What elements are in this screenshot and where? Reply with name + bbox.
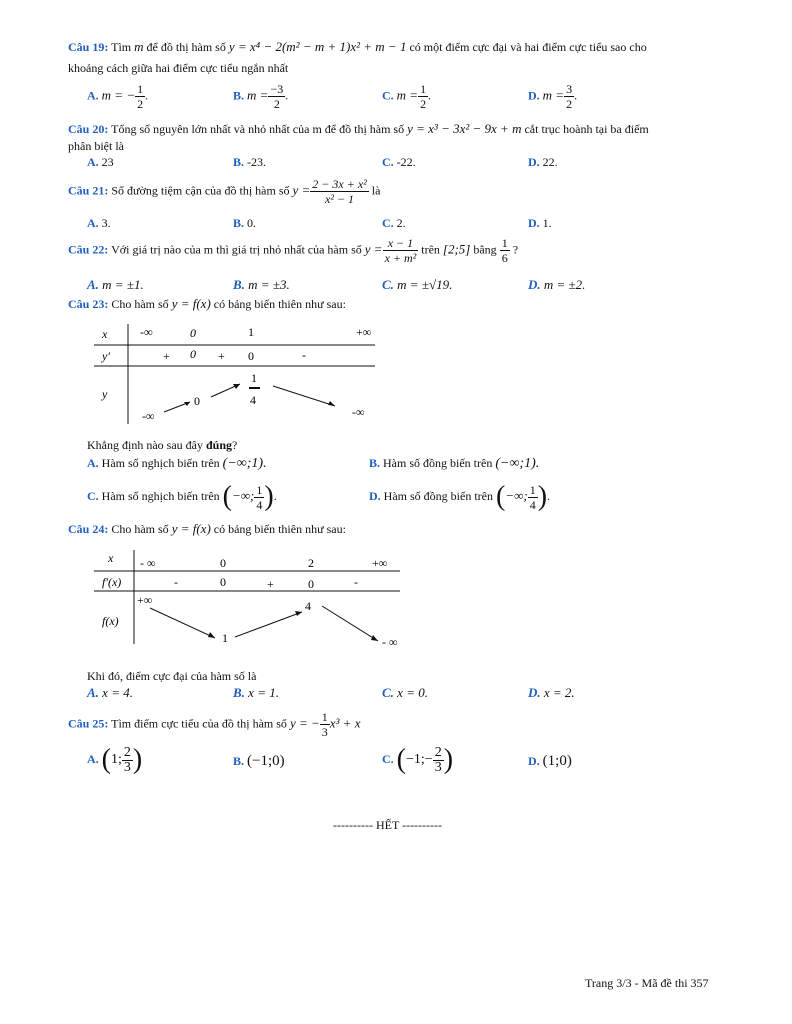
q24-question: Khi đó, điểm cực đại của hàm số là — [87, 669, 257, 683]
q20-line2: phân biệt là — [68, 139, 124, 153]
svg-text:- ∞: - ∞ — [382, 635, 398, 649]
svg-text:-: - — [354, 575, 358, 589]
q24-option-d[interactable]: D. x = 2. — [528, 685, 575, 700]
q24-f-label: f(x) — [102, 614, 119, 628]
q22-option-a[interactable]: A. m = ±1. — [87, 277, 144, 292]
q19-option-b[interactable]: B. m = $\frac{-3}{2}$ . — [233, 82, 289, 111]
svg-text:1: 1 — [248, 325, 254, 339]
svg-text:-: - — [302, 348, 306, 362]
q21-label: Câu 21: — [68, 183, 109, 198]
q23-option-d[interactable]: D. Hàm số đồng biến trên (−∞; $\frac{1}{4}$ ). — [369, 481, 551, 512]
q20-option-c[interactable]: C. -22. — [382, 155, 416, 169]
q23-line1: Câu 23: Cho hàm số y = f(x) có bảng biến thiên như sau: — [68, 296, 346, 311]
svg-text:-: - — [174, 575, 178, 589]
q24-label: Câu 24: — [68, 522, 109, 536]
svg-text:- ∞: - ∞ — [140, 556, 156, 570]
q22-line1: Câu 22: Với giá trị nào của m thì giá trị nhỏ nhất của hàm số y = $\frac{x - 1}{\text{x + m²}}$ trên [2;5] bằng $\frac{1}{6}$ ? — [68, 236, 519, 265]
q19-label: Câu 19: — [68, 40, 109, 54]
page-footer: Trang 3/3 - Mã đề thi 357 — [585, 976, 709, 990]
svg-text:+: + — [267, 577, 274, 591]
q20-option-a[interactable]: A. 23 — [87, 155, 114, 169]
svg-text:1: 1 — [251, 371, 257, 385]
svg-text:+: + — [218, 349, 225, 363]
q23-x-label: x — [102, 327, 108, 341]
q19-var-m: m — [134, 39, 144, 54]
q20-formula: y = x³ − 3x² − 9x + m — [407, 121, 522, 136]
q20-option-d[interactable]: D. 22. — [528, 155, 558, 169]
svg-text:1: 1 — [222, 631, 228, 645]
q23-option-b[interactable]: B. Hàm số đồng biến trên (−∞;1). — [369, 456, 540, 471]
q19-line2: khoảng cách giữa hai điểm cực tiểu ngắn nhất — [68, 61, 289, 75]
q24-table-svg — [90, 548, 410, 658]
q25-label: Câu 25: — [68, 716, 109, 731]
q23-yp-label: y′ — [102, 349, 110, 363]
svg-text:-∞: -∞ — [142, 409, 155, 423]
q22-option-c[interactable]: C. m = ±√19. — [382, 277, 453, 292]
svg-text:0: 0 — [308, 577, 314, 591]
svg-text:+∞: +∞ — [356, 325, 372, 339]
q19-option-a[interactable]: A. m = − $\frac{1}{2}$ . — [87, 82, 149, 111]
q20-label: Câu 20: — [68, 122, 109, 136]
q19-option-d[interactable]: D. m = $\frac{3}{2}$ . — [528, 82, 578, 111]
q24-option-b[interactable]: B. x = 1. — [233, 685, 279, 700]
q22-label: Câu 22: — [68, 242, 109, 257]
q20-option-b[interactable]: B. -23. — [233, 155, 267, 169]
q21-option-d[interactable]: D. 1. — [528, 216, 552, 230]
q25-line1: Câu 25: Tìm điểm cực tiểu của đồ thị hàm số y = − $\frac{1}{3}$ x³ + x — [68, 710, 361, 739]
q21-line1: Câu 21: Số đường tiệm cận của đồ thị hàm số y = $\frac{\text{2 − 3x + x²}}{\text{x² − 1}}$ là — [68, 177, 381, 206]
q19-text-c: để đồ thị hàm số — [146, 40, 226, 54]
q23-variation-table — [90, 320, 390, 430]
q21-option-a[interactable]: A. 3. — [87, 216, 111, 230]
q21-option-b[interactable]: B. 0. — [233, 216, 257, 230]
q23-label: Câu 23: — [68, 297, 109, 311]
svg-text:0: 0 — [220, 556, 226, 570]
q22-fraction: $\frac{x - 1}{\text{x + m²}}$ — [384, 236, 417, 265]
svg-text:+: + — [163, 349, 170, 363]
svg-text:-∞: -∞ — [352, 405, 365, 419]
q24-variation-table — [90, 548, 410, 658]
q19-option-c[interactable]: C. m = $\frac{1}{2}$ . — [382, 82, 432, 111]
q19-formula: y = x⁴ − 2(m² − m + 1)x² + m − 1 — [228, 39, 407, 54]
q23-question: Khẳng định nào sau đây đúng? — [87, 438, 238, 452]
q23-option-a[interactable]: A. Hàm số nghịch biến trên (−∞;1). — [87, 456, 267, 471]
q21-option-c[interactable]: C. 2. — [382, 216, 406, 230]
end-mark: ---------- HẾT ---------- — [333, 818, 443, 832]
q21-fraction: $\frac{\text{2 − 3x + x²}}{\text{x² − 1}}$ — [312, 177, 367, 206]
svg-text:0: 0 — [190, 326, 196, 340]
q23-y-label: y — [102, 387, 108, 401]
svg-text:+∞: +∞ — [372, 556, 388, 570]
svg-text:0: 0 — [194, 394, 200, 408]
q24-option-c[interactable]: C. x = 0. — [382, 685, 428, 700]
q19-line1 — [68, 39, 647, 55]
q19-text-d: có một điểm cực đại và hai điểm cực tiểu sao cho — [409, 40, 647, 54]
q24-x-label: x — [108, 551, 114, 565]
q25-option-b[interactable]: B. (−1;0) — [233, 753, 285, 769]
svg-text:0: 0 — [190, 347, 196, 361]
q22-option-b[interactable]: B. m = ±3. — [233, 277, 290, 292]
q24-line1: Câu 24: Cho hàm số y = f(x) có bảng biến thiên như sau: — [68, 521, 346, 536]
q25-option-a[interactable]: A. (1; $\frac{2}{3}$ ) — [87, 744, 143, 775]
q20-line1: Câu 20: Tổng số nguyên lớn nhất và nhỏ nhất của m để đồ thị hàm số y = x³ − 3x² − 9x + m cắt trục hoành tại ba điểm — [68, 121, 649, 136]
q25-option-c[interactable]: C. (−1;− $\frac{2}{3}$ ) — [382, 744, 454, 775]
svg-text:+∞: +∞ — [137, 593, 153, 607]
q24-fp-label: f′(x) — [102, 575, 122, 589]
svg-text:-∞: -∞ — [140, 325, 153, 339]
q23-table-svg — [90, 320, 390, 430]
svg-text:0: 0 — [248, 349, 254, 363]
q24-option-a[interactable]: A. x = 4. — [87, 685, 133, 700]
q23-option-c[interactable]: C. Hàm số nghịch biến trên (−∞; $\frac{1}{4}$ ). — [87, 481, 277, 512]
q19-text-a: Tìm — [111, 40, 132, 54]
svg-text:4: 4 — [305, 599, 311, 613]
svg-text:4: 4 — [250, 393, 256, 407]
svg-text:0: 0 — [220, 575, 226, 589]
q22-option-d[interactable]: D. m = ±2. — [528, 277, 586, 292]
q25-option-d[interactable]: D. (1;0) — [528, 753, 572, 769]
svg-text:2: 2 — [308, 556, 314, 570]
